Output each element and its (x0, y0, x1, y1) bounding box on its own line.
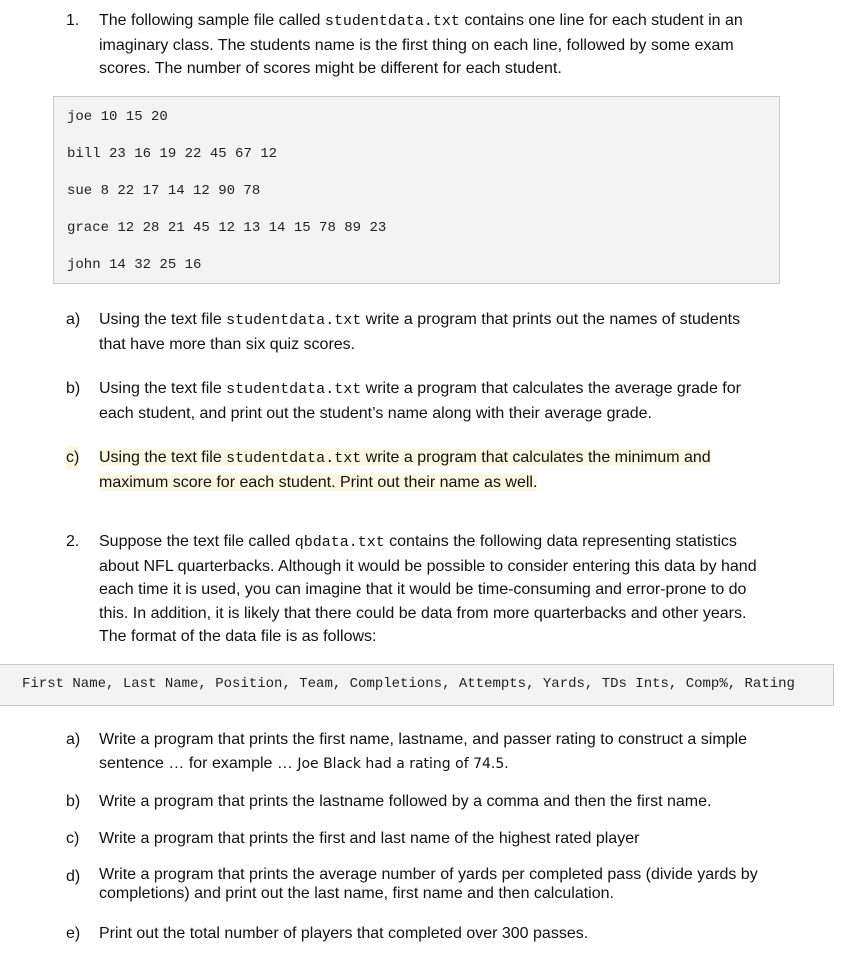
part-text: write a program that calculates the average grade for each student, and print out the student’s name along with their average grade. (99, 380, 741, 422)
q2-part-b-text: Write a program that prints the lastname followed by a comma and then the first name. (99, 793, 712, 810)
q1-part-b-label: b) (66, 380, 81, 397)
q2-part-c-label: c) (66, 830, 80, 847)
qb-format-code-block (0, 664, 834, 706)
part-filename: studentdata.txt (226, 381, 362, 398)
format-line: First Name, Last Name, Position, Team, Completions, Attempts, Yards, TDs Ints, Comp%, Rating (22, 676, 795, 692)
part-text: write a program that prints out the names of students that have more than six quiz scores. (99, 311, 741, 353)
part-filename: studentdata.txt (226, 450, 362, 467)
q1-intro-text: The following sample file called (99, 12, 325, 29)
q2-part-a-text (99, 728, 771, 776)
q2-filename: qbdata.txt (294, 534, 385, 551)
q1-filename: studentdata.txt (324, 13, 460, 30)
q2-part-d-text: Write a program that prints the average number of yards per completed pass (divide yards by completions) and print out the last name, first name and then calculation. (99, 866, 758, 902)
q2-part-d-label: d) (66, 868, 81, 885)
part-text: write a program that calculates the minimum and maximum score for each student. Print out their name as well. (99, 449, 711, 491)
code-line: sue 8 22 17 14 12 90 78 (67, 183, 261, 199)
part-text: Using the text file (99, 449, 227, 466)
part-text: Using the text file (99, 311, 227, 328)
code-line: john 14 32 25 16 (67, 257, 202, 273)
q2-intro-text: Suppose the text file called (99, 533, 295, 550)
question-1-number: 1. (66, 12, 80, 29)
example-text: Joe Black had a rating of 74.5. (297, 755, 509, 772)
q1-part-c-text (99, 446, 739, 494)
q2-part-e-text: Print out the total number of players that completed over 300 passes. (99, 925, 589, 942)
q2-intro-text-after: contains the following data representing statistics about NFL quarterbacks. Although it would be possible to consider entering this data by hand each time it is used, you can imagine that it would be time-consuming and error-prone to do this. In addition, it is likely that there could be data from more quarterbacks and other years. The format of the data file is as follows: (99, 533, 757, 645)
q1-part-c-label: c) (66, 446, 79, 470)
part-text: Write a program that prints the first name, lastname, and passer rating to construct a simple sentence … for example … (99, 731, 747, 772)
student-data-code-block (53, 96, 780, 284)
part-filename: studentdata.txt (226, 312, 362, 329)
q2-part-a-label: a) (66, 731, 81, 748)
q2-part-e-label: e) (66, 925, 81, 942)
q1-part-a-label: a) (66, 311, 81, 328)
q1-part-b-text (99, 377, 759, 425)
question-1-intro (99, 9, 764, 81)
q2-part-c-text: Write a program that prints the first and last name of the highest rated player (99, 830, 640, 847)
q1-part-a-text (99, 308, 759, 356)
part-text: Using the text file (99, 380, 227, 397)
code-line: joe 10 15 20 (67, 109, 168, 125)
question-2-intro (99, 530, 771, 649)
q2-part-b-label: b) (66, 793, 81, 810)
question-2-number: 2. (66, 533, 80, 550)
code-line: grace 12 28 21 45 12 13 14 15 78 89 23 (67, 220, 387, 236)
code-line: bill 23 16 19 22 45 67 12 (67, 146, 278, 162)
q1-intro-text-after: contains one line for each student in an imaginary class. The students name is the first thing on each line, followed by some exam scores. The number of scores might be different for each student. (99, 12, 743, 77)
